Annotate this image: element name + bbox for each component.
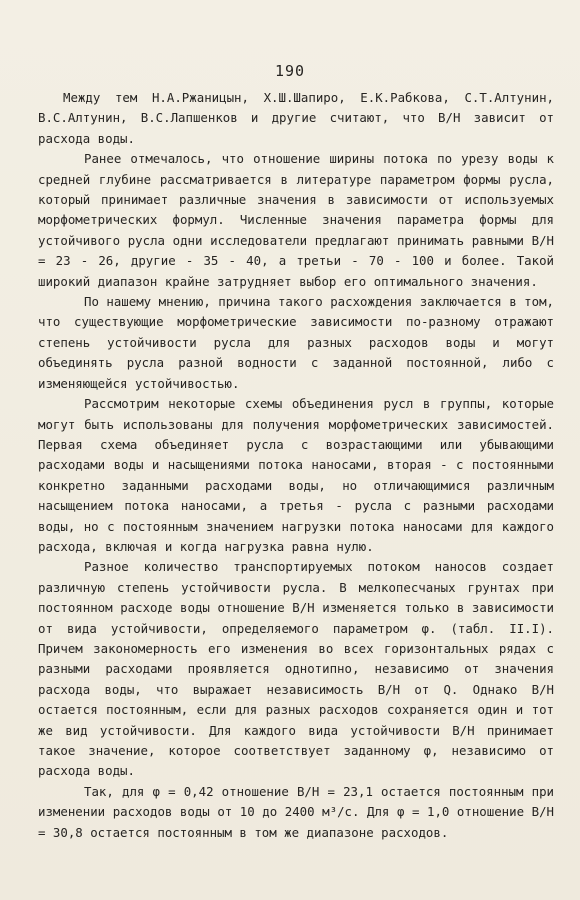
page-number: 190 <box>274 62 306 80</box>
paragraph-5: Разное количество транспортируемых потоком наносов создает различную степень устойчивости русла. В мелкопесчаных грунтах при постоянном расходе воды отношение B/H изменяется только в зависимости от вида устойчивости, определяемого параметром φ. (табл. II.I). Причем закономерность его изменения во всех горизонтальных рядах с разными расходами проявляется однотипно, независимо от значения расхода воды, что выражает независимость B/H от Q. Однако B/H остается постоянным, если для разных расходов сохраняется один и тот же вид устойчивости. Для каждого вида устойчивости B/H принимает такое значение, которое соответствует заданному φ, независимо от расхода воды. <box>38 559 554 779</box>
paragraph-4: Рассмотрим некоторые схемы объединения русл в группы, которые могут быть использованы для получения морфометрических зависимостей. Первая схема объединяет русла с возрастающими или убывающими расходами воды и насыщениями потока наносами, вторая - с постоянными конкретно заданными расходами воды, но отличающимися различным насыщением потока наносами, а третья - русла с разными расходами воды, но с постоянным значением нагрузки потока наносами для каждого расхода, включая и когда нагрузка равна нулю. <box>38 396 554 554</box>
paragraph-6: Так, для φ = 0,42 отношение B/H = 23,1 остается постоянным при изменении расходов воды от 10 до 2400 м³/с. Для φ = 1,0 отношение B/H = 30,8 остается постоянным в том же диапазоне расходов. <box>38 783 554 840</box>
paragraph-1: Между тем Н.А.Ржаницын, Х.Ш.Шапиро, Е.К.Рабкова, С.Т.Алтунин, В.С.Алтунин, В.С.Лапшенков и другие считают, что B/H зависит от расхода воды. <box>38 90 554 146</box>
body-text <box>38 88 554 843</box>
paragraph-2: Ранее отмечалось, что отношение ширины потока по урезу воды к средней глубине рассматривается в литературе параметром формы русла, который принимает различные значения в зависимости от используемых морфометрических формул. Численные значения параметра формы для устойчивого русла одни исследователи предлагают принимать равными B/H = 23 - 26, другие - 35 - 40, а третьи - 70 - 100 и более. Такой широкий диапазон крайне затрудняет выбор его оптимального значения. <box>38 151 554 289</box>
paragraph-3: По нашему мнению, причина такого расхождения заключается в том, что существующие морфометрические зависимости по-разному отражают степень устойчивости русла для разных расходов воды и могут объединять русла разной водности с заданной постоянной, либо с изменяющейся устойчивостью. <box>38 294 554 391</box>
